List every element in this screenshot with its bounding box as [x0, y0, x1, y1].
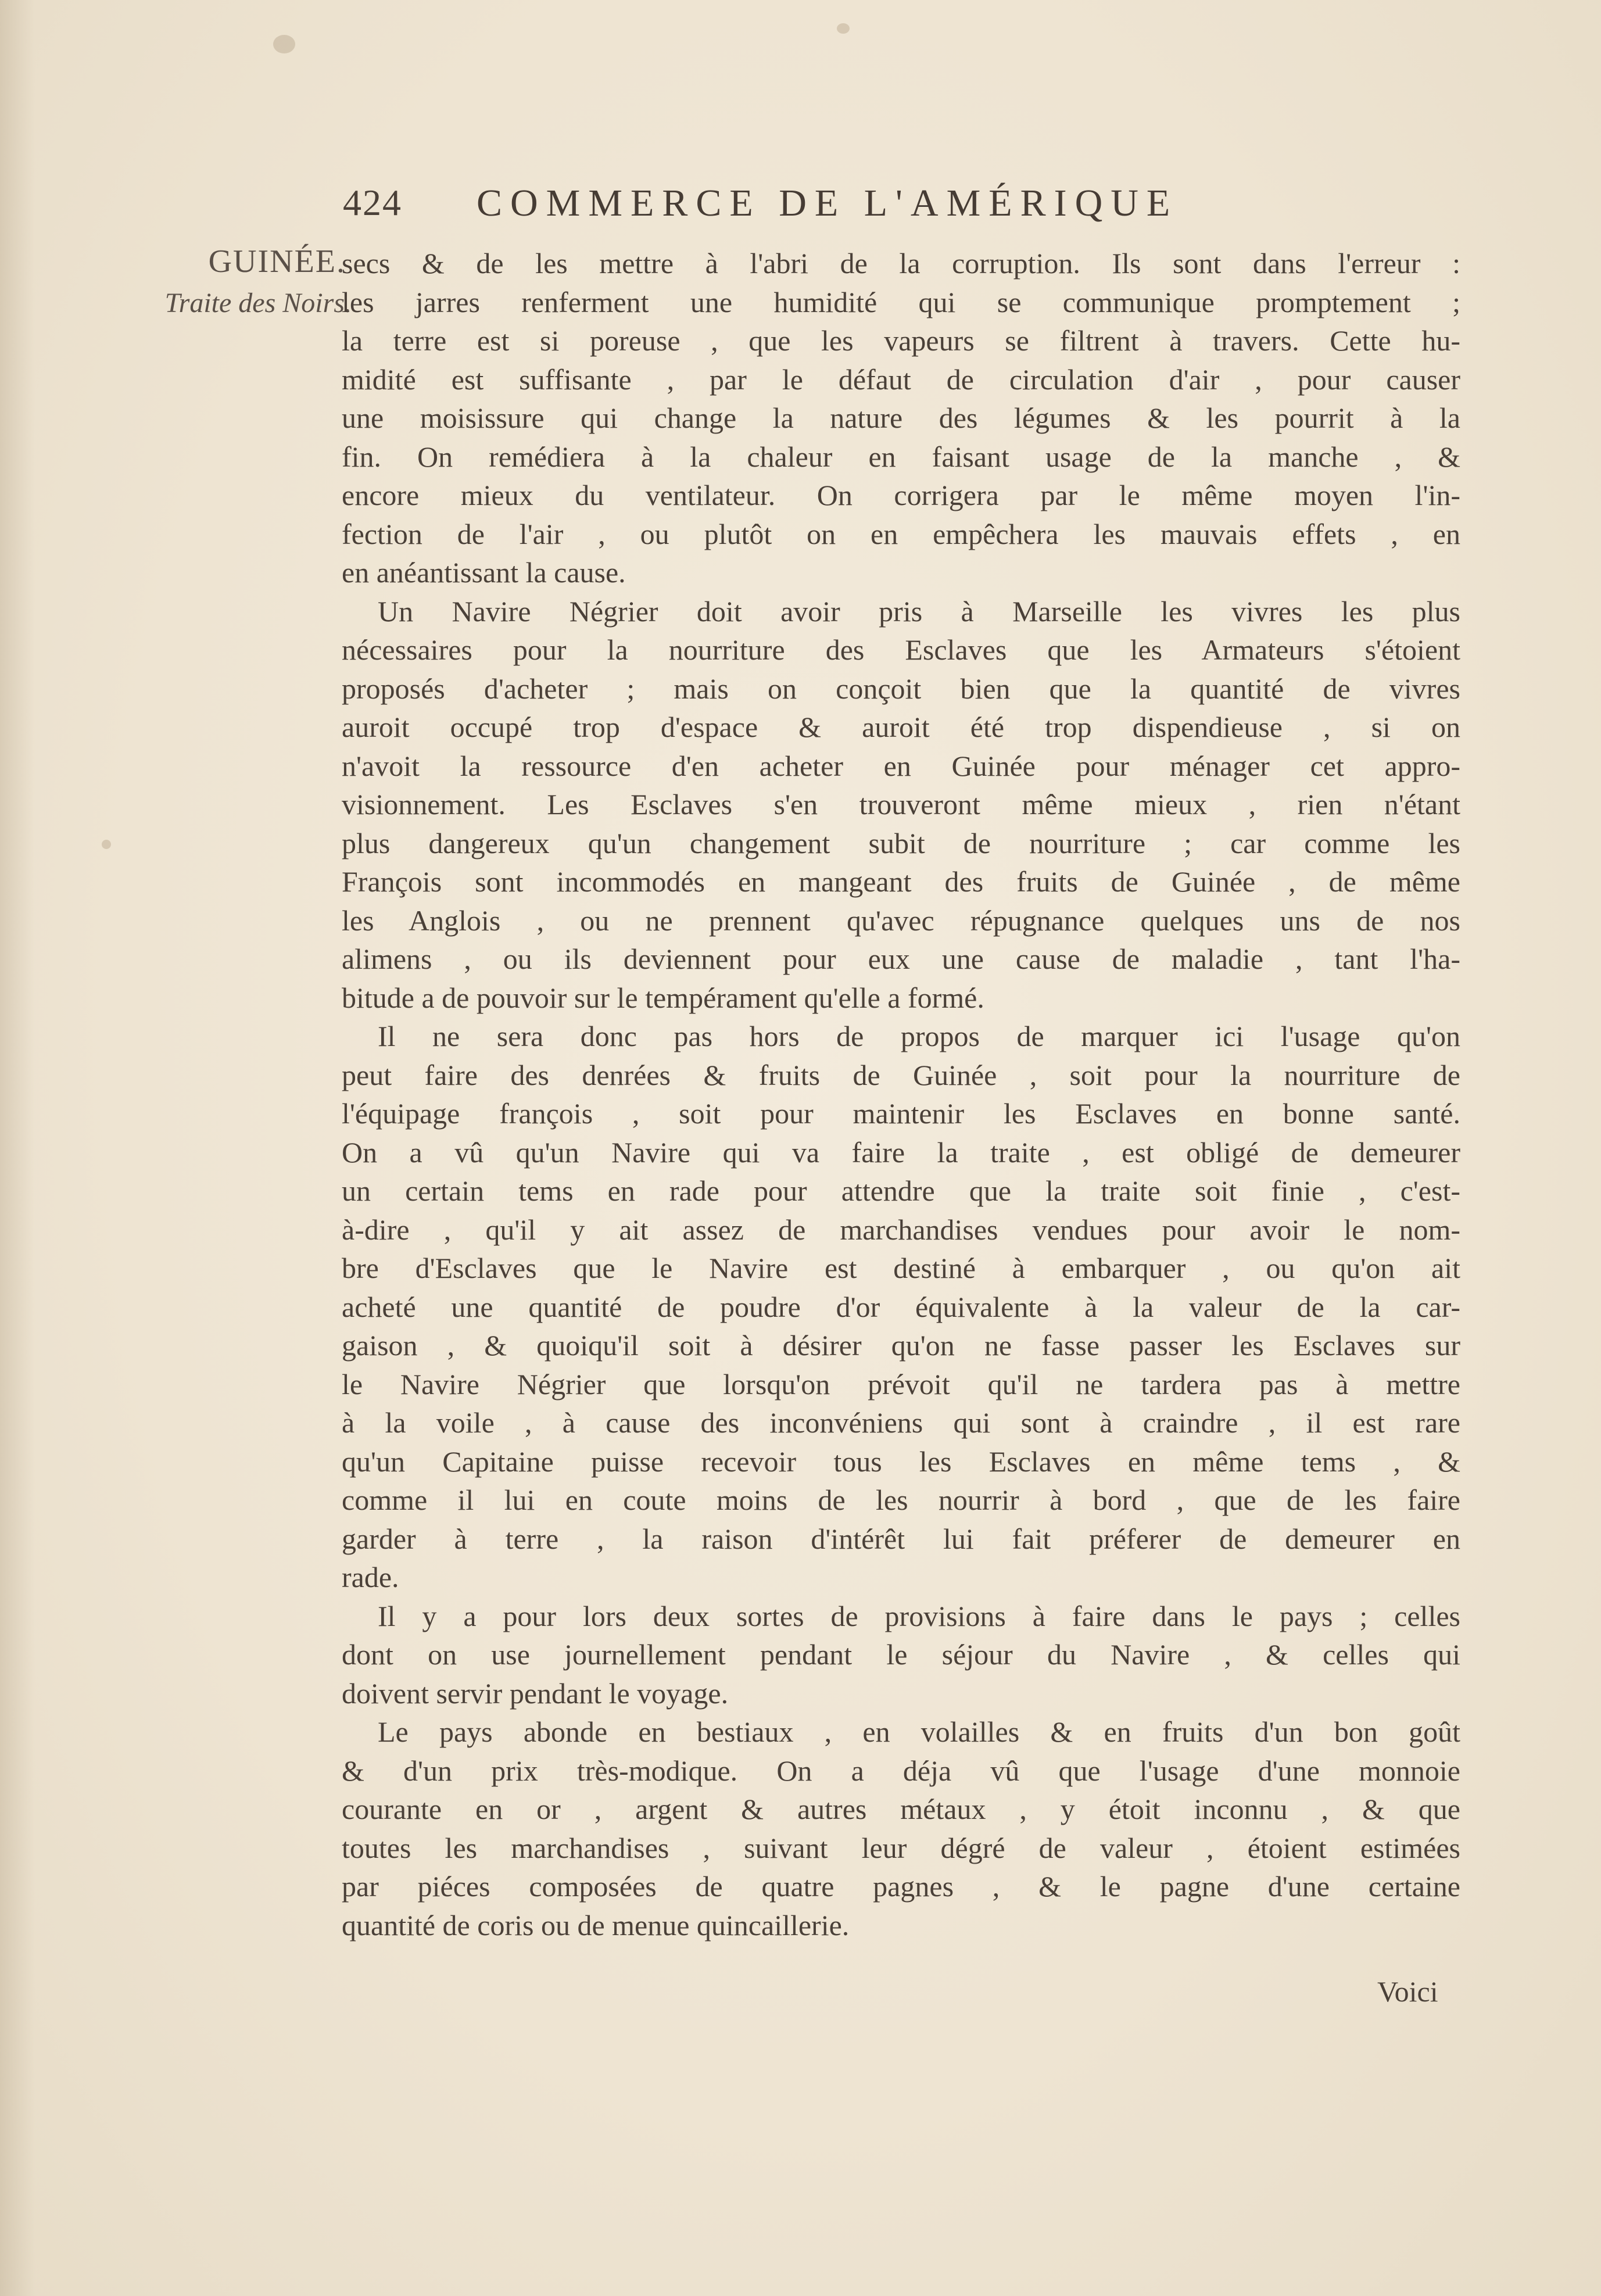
text-line: On a vû qu'un Navire qui va faire la traite , est obligé de demeurer	[342, 1136, 1460, 1169]
text-line: toutes les marchandises , suivant leur dégré de valeur , étoient estimées	[342, 1831, 1460, 1864]
text-line: par piéces composées de quatre pagnes , & le pagne d'une certaine	[342, 1870, 1460, 1903]
text-line: & d'un prix très-modique. On a déja vû que l'usage d'une monnoie	[342, 1754, 1460, 1787]
text-line: la terre est si poreuse , que les vapeurs se filtrent à travers. Cette hu-	[342, 324, 1460, 357]
text-line: l'équipage françois , soit pour maintenir les Esclaves en bonne santé.	[342, 1097, 1460, 1130]
text-line: fin. On remédiera à la chaleur en faisant usage de la manche , &	[342, 440, 1460, 473]
margin-topic-note: Traite des Noirs.	[164, 288, 352, 318]
text-line: gaison , & quoiqu'il soit à désirer qu'on ne fasse passer les Esclaves sur	[342, 1329, 1460, 1362]
text-line: secs & de les mettre à l'abri de la corruption. Ils sont dans l'erreur :	[342, 247, 1460, 280]
text-line: bitude a de pouvoir sur le tempérament qu'elle a formé.	[342, 981, 984, 1014]
text-line: une moisissure qui change la nature des légumes & les pourrit à la	[342, 402, 1460, 434]
text-line: un certain tems en rade pour attendre que la traite soit finie , c'est-	[342, 1174, 1460, 1207]
text-line: les Anglois , ou ne prennent qu'avec répugnance quelques uns de nos	[342, 904, 1460, 937]
text-line: doivent servir pendant le voyage.	[342, 1677, 729, 1710]
text-line: Il ne sera donc pas hors de propos de marquer ici l'usage qu'on	[378, 1020, 1460, 1052]
paper-stain	[102, 840, 111, 849]
text-line: dont on use journellement pendant le séjour du Navire , & celles qui	[342, 1638, 1460, 1671]
text-line: encore mieux du ventilateur. On corrigera par le même moyen l'in-	[342, 479, 1460, 511]
text-line: en anéantissant la cause.	[342, 556, 626, 589]
text-line: garder à terre , la raison d'intérêt lui fait préferer de demeurer en	[342, 1522, 1460, 1555]
margin-place-note: GUINÉE.	[208, 243, 346, 280]
running-header	[343, 181, 1319, 234]
text-line: auroit occupé trop d'espace & auroit été trop dispendieuse , si on	[342, 711, 1460, 743]
text-line: qu'un Capitaine puisse recevoir tous les Esclaves en même tems , &	[342, 1445, 1460, 1478]
text-line: Un Navire Négrier doit avoir pris à Marseille les vivres les plus	[378, 594, 1460, 628]
text-line: comme il lui en coute moins de les nourrir à bord , que de les faire	[342, 1484, 1460, 1516]
text-line: Le pays abonde en bestiaux , en volailles & en fruits d'un bon goût	[378, 1715, 1460, 1748]
text-line: n'avoit la ressource d'en acheter en Guinée pour ménager cet appro-	[342, 749, 1460, 782]
paper-stain	[837, 23, 850, 34]
text-line: les jarres renferment une humidité qui se communique promptement ;	[342, 285, 1460, 318]
text-line: Il y a pour lors deux sortes de provisions à faire dans le pays ; celles	[378, 1599, 1460, 1632]
catchword: Voici	[1377, 1975, 1438, 2008]
text-line: le Navire Négrier que lorsqu'on prévoit qu'il ne tardera pas à mettre	[342, 1367, 1460, 1400]
text-line: rade.	[342, 1561, 399, 1593]
running-title: COMMERCE DE L'AMÉRIQUE	[477, 182, 1179, 224]
text-line: à-dire , qu'il y ait assez de marchandises vendues pour avoir le nom-	[342, 1213, 1460, 1246]
text-line: courante en or , argent & autres métaux , y étoit inconnu , & que	[342, 1793, 1460, 1825]
marginal-notes	[125, 243, 357, 319]
text-line: à la voile , à cause des inconvéniens qui sont à craindre , il est rare	[342, 1406, 1460, 1439]
paper-stain	[273, 35, 295, 53]
text-line: quantité de coris ou de menue quincaillerie.	[342, 1908, 850, 1942]
page-number: 424	[343, 182, 402, 223]
text-line: François sont incommodés en mangeant des fruits de Guinée , de même	[342, 865, 1460, 898]
text-line: alimens , ou ils deviennent pour eux une cause de maladie , tant l'ha-	[342, 943, 1460, 975]
text-line: nécessaires pour la nourriture des Esclaves que les Armateurs s'étoient	[342, 633, 1460, 666]
text-line: proposés d'acheter ; mais on conçoit bien que la quantité de vivres	[342, 672, 1460, 705]
text-line: midité est suffisante , par le défaut de circulation d'air , pour causer	[342, 363, 1460, 396]
body-text	[342, 244, 1460, 1944]
text-line: plus dangereux qu'un changement subit de nourriture ; car comme les	[342, 826, 1460, 859]
text-line: fection de l'air , ou plutôt on en empêchera les mauvais effets , en	[342, 517, 1460, 550]
page-edge-shadow	[0, 0, 35, 2296]
text-line: visionnement. Les Esclaves s'en trouveront même mieux , rien n'étant	[342, 788, 1460, 821]
text-line: bre d'Esclaves que le Navire est destiné à embarquer , ou qu'on ait	[342, 1252, 1460, 1284]
text-line: peut faire des denrées & fruits de Guinée , soit pour la nourriture de	[342, 1058, 1460, 1091]
text-line: acheté une quantité de poudre d'or équivalente à la valeur de la car-	[342, 1290, 1460, 1323]
